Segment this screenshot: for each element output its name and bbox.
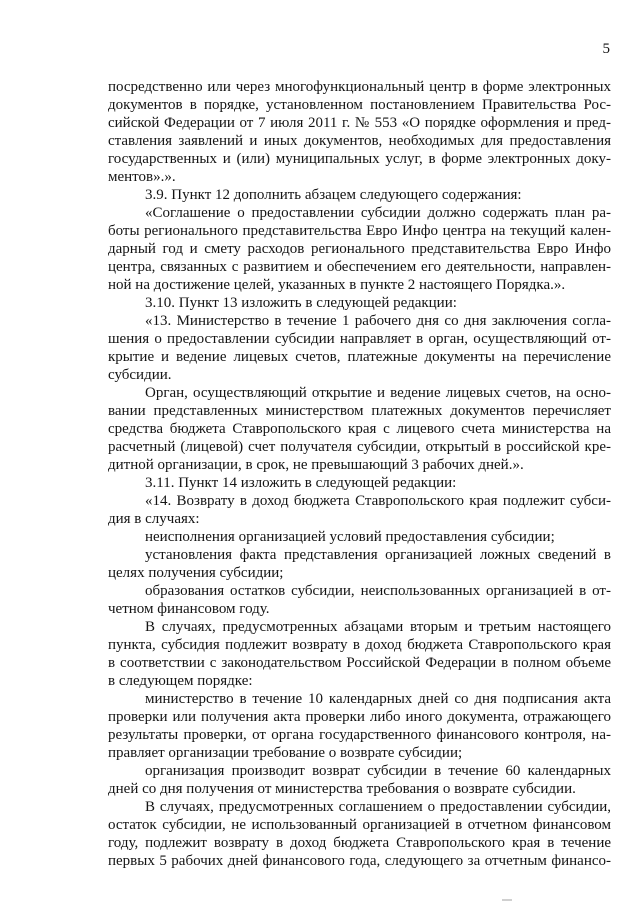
text-line: образования остатков субсидии, неиспользованных организацией в от- <box>145 583 611 599</box>
scan-artifact <box>502 899 512 901</box>
text-line: дия в случаях: <box>108 511 200 527</box>
text-line: вании представленных министерством платежных документов перечисляет <box>108 403 611 419</box>
text-line: «Соглашение о предоставлении субсидии должно содержать план ра- <box>145 205 611 221</box>
text-line: остаток субсидии, не использованный организацией в отчетном финансовом <box>108 817 611 833</box>
text-line: в следующем порядке: <box>108 673 253 689</box>
text-line: крытие и ведение лицевых счетов, платежные документы на перечисление <box>108 349 611 365</box>
text-line: первых 5 рабочих дней финансового года, следующего за отчетным финансо- <box>108 853 611 869</box>
text-line: расчетный (лицевой) счет получателя субсидии, открытый в российской кре- <box>108 439 611 455</box>
text-line: установления факта представления организацией ложных сведений в <box>145 547 611 563</box>
text-line: сийской Федерации от 7 июля 2011 г. № 553 «О порядке оформления и пред- <box>108 115 611 131</box>
text-line: ставления заявлений и иных документов, необходимых для предоставления <box>108 133 611 149</box>
text-line: неисполнения организацией условий предоставления субсидии; <box>145 529 555 545</box>
text-line: В случаях, предусмотренных абзацами вторым и третьим настоящего <box>145 619 611 635</box>
text-line: в соответствии с законодательством Российской Федерации в полном объеме <box>108 655 611 671</box>
text-line: субсидии. <box>108 367 172 383</box>
body-text <box>108 78 611 870</box>
text-line: Орган, осуществляющий открытие и ведение лицевых счетов, на осно- <box>145 385 611 401</box>
text-line: ментов».». <box>108 169 176 185</box>
text-line: «13. Министерство в течение 1 рабочего дня со дня заключения согла- <box>145 313 611 329</box>
text-line: четном финансовом году. <box>108 601 270 617</box>
text-line: посредственно или через многофункциональный центр в форме электронных <box>108 79 611 95</box>
text-line: дитной организации, в срок, не превышающий 3 рабочих дней.». <box>108 457 524 473</box>
text-line: 3.9. Пункт 12 дополнить абзацем следующего содержания: <box>145 187 522 203</box>
text-line: 3.11. Пункт 14 изложить в следующей редакции: <box>145 475 457 491</box>
text-line: документов в порядке, установленном постановлением Правительства Рос- <box>108 97 611 113</box>
text-line: пункта, субсидия подлежит возврату в доход бюджета Ставропольского края <box>108 637 611 653</box>
text-line: министерство в течение 10 календарных дней со дня подписания акта <box>145 691 611 707</box>
text-line: шения о предоставлении субсидии направляет в орган, осуществляющий от- <box>108 331 611 347</box>
text-line: целях получения субсидии; <box>108 565 284 581</box>
text-line: дней со дня получения от министерства требования о возврате субсидии. <box>108 781 576 797</box>
page-number: 5 <box>602 41 610 57</box>
text-line: 3.10. Пункт 13 изложить в следующей редакции: <box>145 295 457 311</box>
text-line: организация производит возврат субсидии в течение 60 календарных <box>145 763 611 779</box>
text-line: центра, связанных с развитием и обеспечением его деятельности, направлен- <box>108 259 611 275</box>
text-line: ной на достижение целей, указанных в пункте 2 настоящего Порядка.». <box>108 277 566 293</box>
text-line: средства бюджета Ставропольского края с лицевого счета министерства на <box>108 421 611 437</box>
text-line: «14. Возврату в доход бюджета Ставропольского края подлежит субси- <box>145 493 611 509</box>
text-line: боты регионального представительства Евро Инфо центра на текущий кален- <box>108 223 611 239</box>
text-line: проверки или получения акта проверки либо иного документа, отражающего <box>108 709 611 725</box>
text-line: правляет организации требование о возврате субсидии; <box>108 745 463 761</box>
text-line: году, подлежит возврату в доход бюджета Ставропольского края в течение <box>108 835 611 851</box>
text-line: В случаях, предусмотренных соглашением о предоставлении субсидии, <box>145 799 611 815</box>
text-line: дарный год и смету расходов регионального представительства Евро Инфо <box>108 241 611 257</box>
text-line: результаты проверки, от органа государственного финансового контроля, на- <box>108 727 611 743</box>
text-line: государственных и (или) муниципальных услуг, в форме электронных доку- <box>108 151 611 167</box>
